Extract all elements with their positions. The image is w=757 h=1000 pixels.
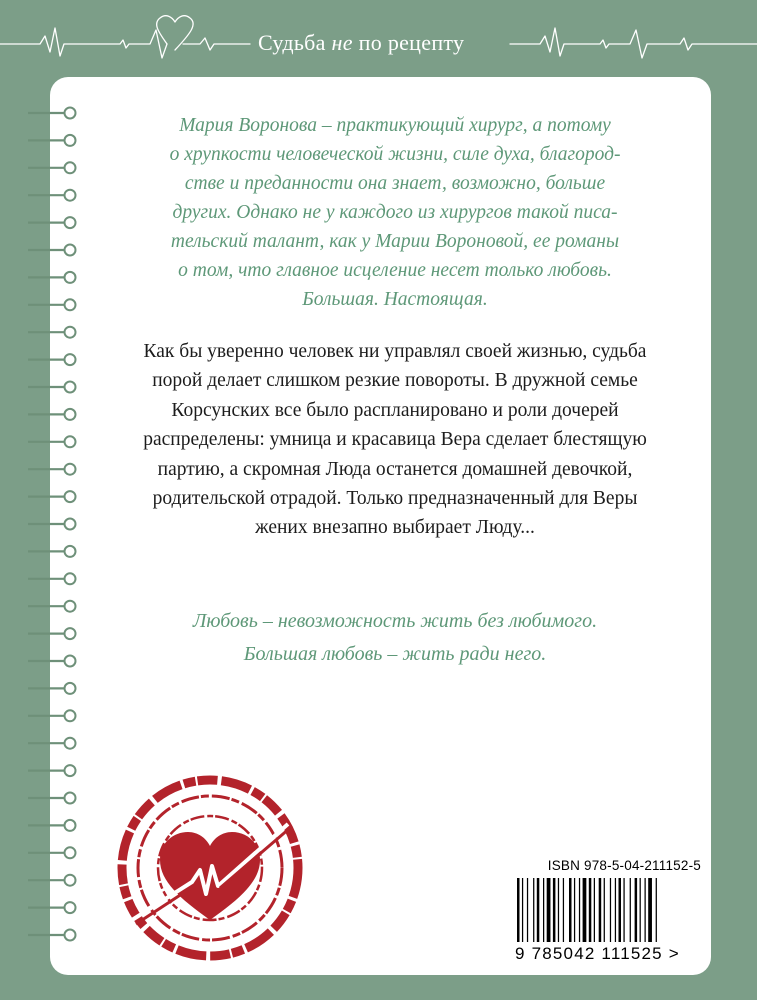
ring-hole bbox=[65, 683, 76, 694]
barcode-bar bbox=[599, 878, 602, 942]
blurb-line: о хрупкости человеческой жизни, силе духа, благород- bbox=[169, 144, 621, 165]
barcode-bar bbox=[615, 878, 616, 942]
ring-hole bbox=[65, 573, 76, 584]
ring-hole bbox=[65, 902, 76, 913]
barcode-bar bbox=[527, 878, 528, 942]
annotation-line: партию, а скромная Люда останется домашней девочкой, bbox=[157, 458, 633, 480]
quote-line: Любовь – невозможность жить без любимого. bbox=[192, 610, 598, 632]
barcode-bar bbox=[569, 878, 572, 942]
barcode-bar bbox=[533, 878, 534, 942]
blurb-line: о том, что главное исцеление несет только любовь. bbox=[178, 260, 612, 281]
barcode-image bbox=[515, 878, 701, 944]
barcode-bar bbox=[656, 878, 657, 942]
annotation-line: жених внезапно выбирает Люду... bbox=[255, 517, 535, 539]
barcode-bar bbox=[623, 878, 624, 942]
ring-hole bbox=[65, 299, 76, 310]
blurb-line: Мария Воронова – практикующий хирург, а потому bbox=[179, 115, 611, 136]
ring-hole bbox=[65, 245, 76, 256]
ring-hole bbox=[65, 710, 76, 721]
ring-hole bbox=[65, 930, 76, 941]
ring-hole bbox=[65, 847, 76, 858]
stamp-heart-icon bbox=[112, 770, 308, 966]
barcode-bar bbox=[640, 878, 641, 942]
ring-hole bbox=[65, 875, 76, 886]
barcode-bar bbox=[645, 878, 646, 942]
ring-hole bbox=[65, 436, 76, 447]
barcode-bar bbox=[547, 878, 551, 942]
barcode-bar bbox=[558, 878, 559, 942]
ring-hole bbox=[65, 793, 76, 804]
barcode-digits: 9 785042 111525 > bbox=[515, 944, 680, 963]
ring-hole bbox=[65, 765, 76, 776]
ring-hole bbox=[65, 190, 76, 201]
blurb-line: тельский талант, как у Марии Вороновой, ее романы bbox=[170, 231, 620, 252]
barcode-bar bbox=[635, 878, 638, 942]
ring-hole bbox=[65, 491, 76, 502]
barcode-bar bbox=[537, 878, 540, 942]
isbn-barcode-block bbox=[515, 858, 701, 970]
blurb-line: стве и преданности она знает, возможно, больше bbox=[184, 173, 606, 194]
ring-hole bbox=[65, 820, 76, 831]
barcode-bar bbox=[522, 878, 523, 942]
barcode-bar bbox=[630, 878, 631, 942]
barcode-bar bbox=[517, 878, 520, 942]
ring-hole bbox=[65, 601, 76, 612]
ring-hole bbox=[65, 464, 76, 475]
annotation-line: распределены: умница и красавица Вера сделает блестящую bbox=[143, 429, 647, 451]
author-blurb bbox=[105, 111, 685, 314]
isbn-label: ISBN 978-5-04-211152-5 bbox=[547, 858, 701, 873]
quote-line: Большая любовь – жить ради него. bbox=[243, 643, 547, 665]
ring-hole bbox=[65, 162, 76, 173]
ring-hole bbox=[65, 628, 76, 639]
ring-hole bbox=[65, 217, 76, 228]
ring-hole bbox=[65, 382, 76, 393]
barcode-bar bbox=[594, 878, 595, 942]
book-annotation bbox=[105, 337, 685, 543]
ring-hole bbox=[65, 354, 76, 365]
barcode-bar bbox=[648, 878, 652, 942]
barcode-bar bbox=[579, 878, 580, 942]
barcode-bar bbox=[543, 878, 544, 942]
ring-hole bbox=[65, 656, 76, 667]
barcode-bar bbox=[589, 878, 592, 942]
blurb-line: Большая. Настоящая. bbox=[302, 289, 488, 310]
ring-hole bbox=[65, 738, 76, 749]
epigraph-quote bbox=[105, 605, 685, 671]
annotation-line: Как бы уверенно человек ни управлял своей жизнью, судьба bbox=[143, 341, 647, 362]
notebook-ring-icon bbox=[0, 0, 100, 1000]
blurb-line: других. Однако не у каждого из хирургов такой писа- bbox=[172, 202, 618, 223]
barcode-bar bbox=[574, 878, 575, 942]
ring-hole bbox=[65, 546, 76, 557]
barcode-bar bbox=[583, 878, 587, 942]
ring-hole bbox=[65, 519, 76, 530]
series-title: Судьба не по рецепту bbox=[258, 30, 465, 55]
barcode-bar bbox=[563, 878, 564, 942]
annotation-line: Корсунских все было распланировано и роли дочерей bbox=[171, 399, 619, 421]
ring-hole bbox=[65, 409, 76, 420]
barcode-bar bbox=[604, 878, 605, 942]
barcode-bar bbox=[619, 878, 622, 942]
ring-hole bbox=[65, 108, 76, 119]
ring-hole bbox=[65, 327, 76, 338]
series-header bbox=[0, 0, 757, 75]
annotation-line: родительской отрадой. Только предназначенный для Веры bbox=[152, 488, 638, 510]
barcode-bar bbox=[610, 878, 611, 942]
barcode-bar bbox=[553, 878, 556, 942]
ring-hole bbox=[65, 272, 76, 283]
annotation-line: порой делает слишком резкие повороты. В дружной семье bbox=[152, 370, 638, 392]
ring-hole bbox=[65, 135, 76, 146]
